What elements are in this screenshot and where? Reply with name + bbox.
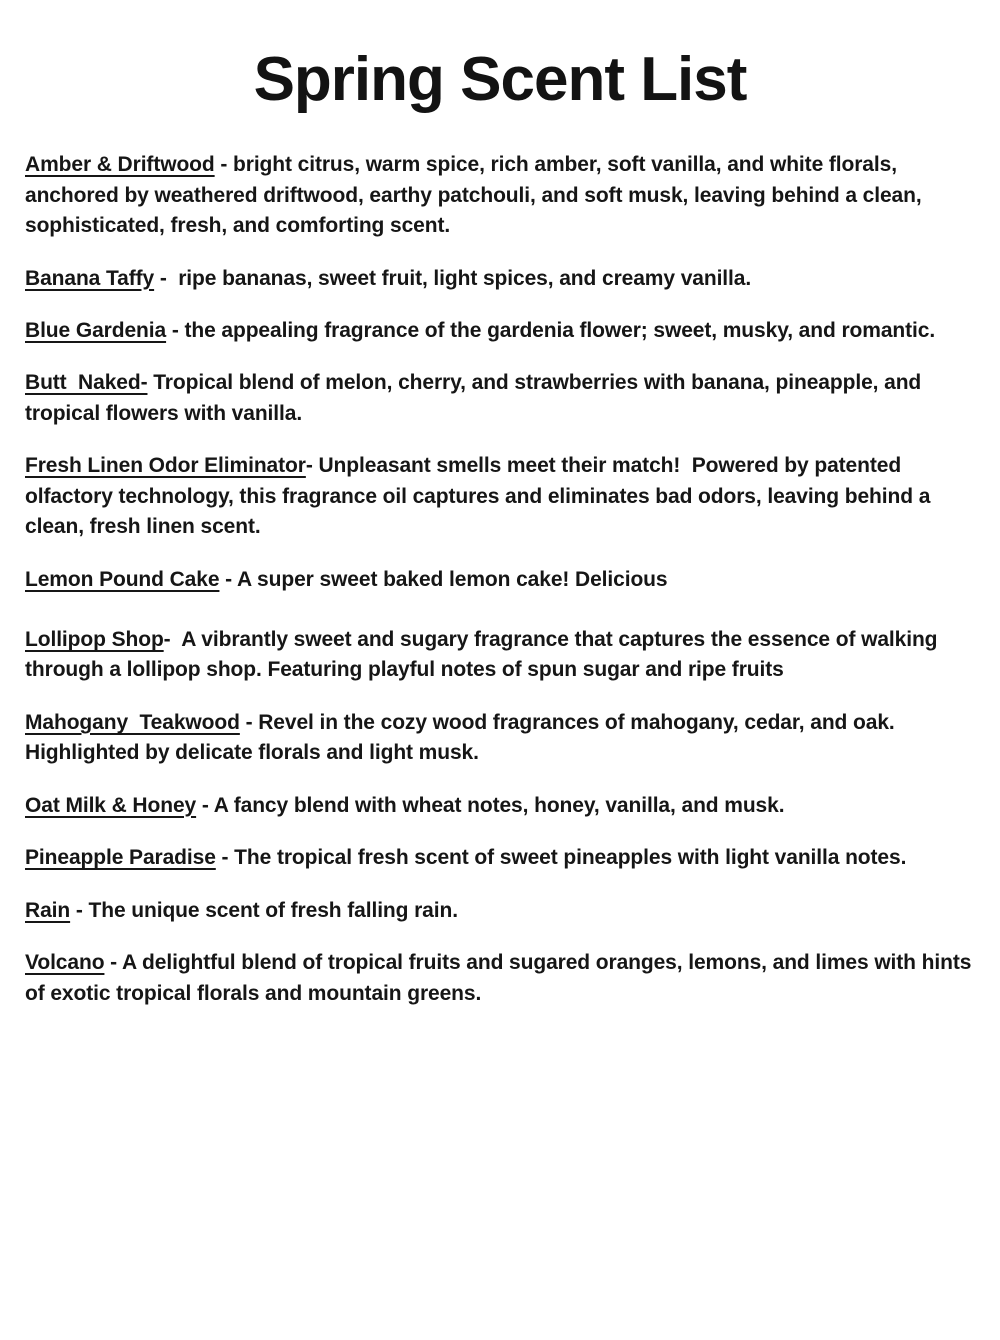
- scent-entry-blue-gardenia: [25, 316, 975, 346]
- scent-description: The tropical fresh scent of sweet pineapples with light vanilla notes.: [234, 846, 907, 870]
- scent-description: Revel in the cozy wood fragrances of mahogany, cedar, and oak. Highlighted by delicate florals and light musk.: [25, 710, 901, 765]
- scent-entry-pineapple-paradise: [25, 843, 975, 873]
- scent-description: A fancy blend with wheat notes, honey, vanilla, and musk.: [213, 793, 785, 817]
- scent-separator: -: [196, 793, 214, 817]
- scent-separator: -: [70, 898, 89, 922]
- scent-name: Volcano: [25, 951, 105, 975]
- scent-entry-lemon-pound-cake: [25, 565, 975, 595]
- scent-description: the appealing fragrance of the gardenia flower; sweet, musky, and romantic.: [184, 318, 936, 342]
- scent-description: A vibrantly sweet and sugary fragrance that captures the essence of walking through a lollipop shop. Featuring playful notes of spun sugar and ripe fruits: [25, 628, 944, 682]
- scent-separator: -: [104, 951, 123, 975]
- scent-description: A super sweet baked lemon cake! Delicious: [237, 567, 668, 591]
- scent-name: Mahogany Teakwood: [25, 710, 240, 734]
- scent-entry-lollipop-shop: [25, 625, 975, 686]
- scent-name: Banana Taffy: [25, 266, 155, 290]
- scent-entry-volcano: [25, 948, 978, 1009]
- scent-description: The unique scent of fresh falling rain.: [88, 898, 458, 922]
- scent-name: Blue Gardenia: [25, 318, 167, 342]
- scent-separator: -: [215, 846, 235, 870]
- scent-description: bright citrus, warm spice, rich amber, soft vanilla, and white florals, anchored by weathered driftwood, earthy patchouli, and soft musk, leaving behind a clean, sophisticated, fresh, and comforting scent.: [25, 153, 928, 238]
- scent-entry-mahogany-teakwood: [25, 708, 975, 769]
- document-page: [0, 46, 1000, 1009]
- scent-separator: -: [219, 567, 238, 591]
- scent-description: Tropical blend of melon, cherry, and strawberries with banana, pineapple, and tropical flowers with vanilla.: [25, 371, 927, 425]
- scent-entry-oat-milk-honey: [25, 791, 975, 821]
- scent-description: A delightful blend of tropical fruits and sugared oranges, lemons, and limes with hints of exotic tropical florals and mountain greens.: [25, 951, 978, 1005]
- scent-name: Amber & Driftwood: [25, 153, 215, 177]
- scent-entry-fresh-linen-odor-eliminator: [25, 451, 975, 542]
- scent-name: Lollipop Shop: [25, 628, 164, 651]
- scent-separator: -: [239, 710, 259, 734]
- scent-separator: -: [214, 153, 234, 177]
- scent-name: Fresh Linen Odor Eliminator: [25, 454, 306, 478]
- scent-entry-butt-naked: [25, 368, 975, 429]
- scent-name: Pineapple Paradise: [25, 846, 216, 870]
- scent-entry-banana-taffy: [25, 264, 975, 294]
- scent-name: Lemon Pound Cake: [25, 567, 220, 591]
- scent-separator: -: [154, 266, 179, 290]
- scent-description: ripe bananas, sweet fruit, light spices, and creamy vanilla.: [178, 266, 752, 290]
- scent-name: Oat Milk & Honey: [25, 793, 197, 817]
- scent-name: Rain: [25, 898, 71, 922]
- scent-entry-amber-driftwood: [25, 150, 975, 241]
- scent-description: Unpleasant smells meet their match! Powered by patented olfactory technology, this fragrance oil captures and eliminates bad odors, leaving behind a clean, fresh linen scent.: [25, 454, 937, 539]
- scent-separator: -: [305, 454, 319, 478]
- scent-name: Butt Naked-: [25, 371, 148, 395]
- scent-separator: -: [166, 318, 185, 342]
- scent-entry-rain: [25, 896, 975, 926]
- page-title: Spring Scent List: [253, 45, 747, 114]
- scent-separator: -: [163, 628, 182, 651]
